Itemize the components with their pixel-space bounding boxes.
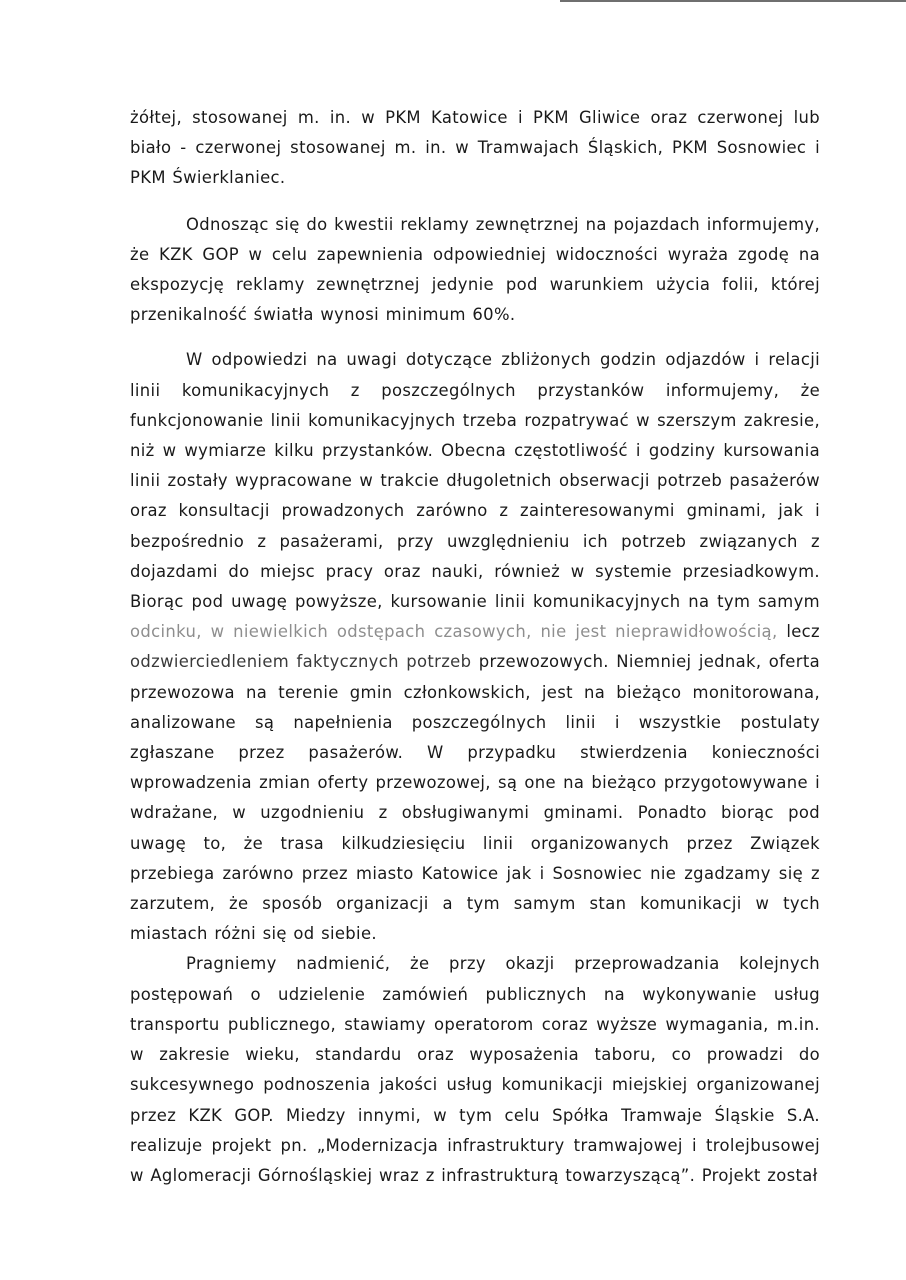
scan-edge-line	[560, 0, 906, 2]
letter-page	[130, 103, 820, 1191]
paragraph-external-advertising: Odnosząc się do kwestii reklamy zewnętrznej na pojazdach informujemy, że KZK GOP w celu zapewnienia odpowiedniej widoczności wyraża zgodę na ekspozycję reklamy zewnętrznej jedynie pod warunkiem użycia folii, której przenikalność światła wynosi minimum 60%.	[130, 214, 820, 325]
paragraph-faded-scan-line: odcinku, w niewielkich odstępach czasowych, nie jest nieprawidłowością,	[130, 622, 778, 642]
paragraph-light-scan-fragment: odzwierciedleniem faktycznych potrzeb	[130, 652, 472, 672]
paragraph-departure-times	[130, 345, 820, 949]
paragraph-colors-continued: żółtej, stosowanej m. in. w PKM Katowice i PKM Gliwice oraz czerwonej lub biało - czerwonej stosowanej m. in. w Tramwajach Śląskich, PKM Sosnowiec i PKM Świerklaniec.	[130, 108, 820, 188]
paragraph-public-procurement: Pragniemy nadmienić, że przy okazji przeprowadzania kolejnych postępowań o udzielenie zamówień publicznych na wykonywanie usług transportu publicznego, stawiamy operatorom coraz wyższe wymagania, m.in. w zakresie wieku, standardu oraz wyposażenia taboru, co prowadzi do sukcesywnego podnoszenia jakości usług komunikacji miejskiej organizowanej przez KZK GOP. Miedzy innymi, w tym celu Spółka Tramwaje Śląskie S.A. realizuje projekt pn. „Modernizacja infrastruktury tramwajowej i trolejbusowej w Aglomeracji Górnośląskiej wraz z infrastrukturą towarzyszącą”. Projekt został	[130, 954, 820, 1185]
paragraph-departure-times-part-1: W odpowiedzi na uwagi dotyczące zbliżonych godzin odjazdów i relacji linii komunikacyjnych z poszczególnych przystanków informujemy, że funkcjonowanie linii komunikacyjnych trzeba rozpatrywać w szerszym zakresie, niż w wymiarze kilku przystanków. Obecna częstotliwość i godziny kursowania linii zostały wypracowane w trakcie długoletnich obserwacji potrzeb pasażerów oraz konsultacji prowadzonych zarówno z zainteresowanymi gminami, jak i bezpośrednio z pasażerami, przy uwzględnieniu ich potrzeb związanych z dojazdami do miejsc pracy oraz nauki, również w systemie przesiadkowym. Biorąc pod uwagę powyższe, kursowanie linii komunikacyjnych na tym samym	[130, 350, 820, 612]
paragraph-departure-times-part-3: przewozowych. Niemniej jednak, oferta przewozowa na terenie gmin członkowskich, jest na bieżąco monitorowana, analizowane są napełnienia poszczególnych linii i wszystkie postulaty zgłaszane przez pasażerów. W przypadku stwierdzenia konieczności wprowadzenia zmian oferty przewozowej, są one na bieżąco przygotowywane i wdrażane, w uzgodnieniu z obsługiwanymi gminami. Ponadto biorąc pod uwagę to, że trasa kilkudziesięciu linii organizowanych przez Związek przebiega zarówno przez miasto Katowice jak i Sosnowiec nie zgadzamy się z zarzutem, że sposób organizacji a tym samym stan komunikacji w tych miastach różni się od siebie.	[130, 652, 820, 944]
paragraph-departure-times-part-2: lecz	[786, 622, 820, 642]
